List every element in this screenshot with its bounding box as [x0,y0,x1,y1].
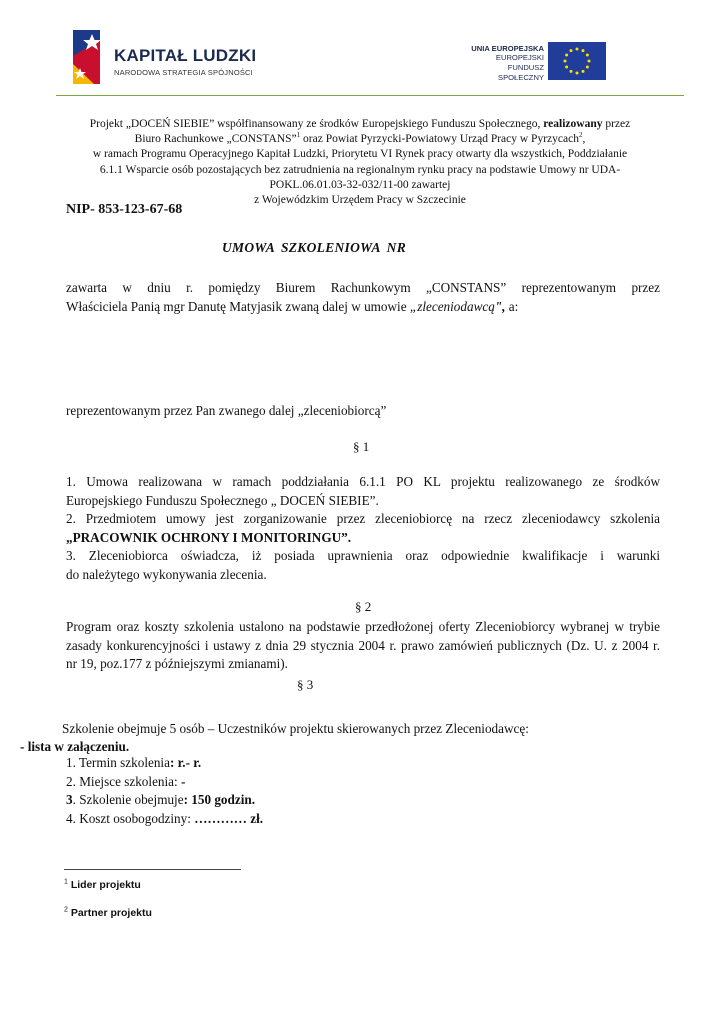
eu-star-icon [582,70,585,73]
kapital-ludzki-subtitle: NARODOWA STRATEGIA SPÓJNOŚCI [114,68,253,77]
section-1-heading: § 1 [353,439,370,454]
intro-line: 6.1.1 Wsparcie osób pozostających bez zatrudnienia na regionalnym rynku pracy na podstawie Umowy nr UDA- [99,163,621,176]
parties-text: a: [505,298,519,314]
footnote-number: 1 [64,878,68,886]
kapital-ludzki-emblem-icon [70,26,104,88]
eu-flag-icon [548,42,606,80]
list-item [66,810,263,829]
section-2-line: nr 19, poz.177 z późniejszymi zmianami). [66,656,288,672]
list-item-value: : r.- r. [169,755,202,770]
eu-logo-text [460,44,544,83]
section-1-line: Europejskiego Funduszu Społecznego „ DOCEŃ SIEBIE”. [66,492,379,508]
intro-text: , [582,133,586,146]
contract-parties [66,279,660,316]
project-intro [60,117,660,208]
section-2-body [66,618,660,674]
eu-star-icon [576,72,579,75]
footnote-divider [64,869,241,870]
intro-text: Biuro Rachunkowe „CONSTANS” [134,133,297,146]
eu-logo [460,42,610,82]
intro-line [60,132,660,147]
list-item-label: 2. Miejsce szkolenia: [66,773,181,789]
intro-line: z Wojewódzkim Urzędem Pracy w Szczecinie [254,194,466,207]
parties-text: Właściciela Panią mgr Danutę Matyjasik zwaną dalej w umowie [66,298,410,314]
section-2-line: Program oraz koszty szkolenia ustalono na podstawie przedłożonej oferty Zleceniobiorcy wybranej w trybie [66,619,660,634]
kapital-ludzki-title: KAPITAŁ LUDZKI [114,46,257,65]
list-item-label: 4. Koszt osobogodziny: [66,810,195,826]
list-item [66,754,263,773]
kapital-ludzki-logo [70,26,260,88]
eu-star-icon [586,66,589,69]
eu-star-icon [564,60,567,63]
eu-star-icon [565,66,568,69]
footnote-ref: 1 [296,131,301,140]
list-item-label: . Szkolenie obejmuje [72,792,184,808]
eu-line2: EUROPEJSKI [495,53,544,62]
eu-star-icon [582,49,585,52]
list-item-value: : 150 godzin. [183,792,255,808]
section-3-list [66,754,263,828]
intro-line: w ramach Programu Operacyjnego Kapitał Ludzki, Priorytetu VI Rynek pracy otwarty dla wszystkich, Poddziałanie [92,148,628,161]
list-item-label: 1. Termin szkolenia [66,755,170,770]
intro-bold-realizowany: realizowany [543,118,603,130]
eu-star-icon [588,60,591,63]
intro-line [60,117,660,132]
list-item [66,791,263,810]
list-item-number: 3 [66,792,73,808]
nip-number: NIP- 853-123-67-68 [66,202,183,217]
parties-italic: „zleceniodawcą [409,298,495,314]
list-item [66,773,263,792]
list-item-value: - [181,773,186,789]
intro-line: POKL.06.01.03-32-032/11-00 zawartej [269,178,451,191]
footnote-ref: 2 [578,131,583,140]
intro-text: oraz Powiat Pyrzycki-Powiatowy Urząd Pracy w Pyrzycach [300,133,579,146]
footnote-2 [64,907,152,919]
section-2-heading: § 2 [355,599,372,614]
section-2-line: zasady konkurencyjności i ustawy z dnia 29 stycznia 2004 r. prawo zamówień publicznych (Dz. U. z 2004 r. [66,637,660,653]
eu-star-icon [565,54,568,57]
section-1-line: 3. Zleceniobiorca oświadcza, iż posiada uprawnienia oraz odpowiednie kwalifikacje i warunki [66,548,660,564]
header-divider [56,95,684,96]
parties-line: zawarta w dniu r. pomiędzy Biurem Rachunkowym „CONSTANS” reprezentowanym przez [66,280,660,295]
section-3-heading: § 3 [297,677,314,692]
section-3-intro: Szkolenie obejmuje 5 osób – Uczestników projektu skierowanych przez Zleceniodawcę: [62,721,529,736]
parties-line [66,298,660,317]
eu-star-icon [570,49,573,52]
eu-line3: FUNDUSZ SPOŁECZNY [498,63,544,82]
footnote-text: Lider projektu [67,879,141,891]
footnote-text: Partner projektu [67,907,152,919]
eu-star-icon [570,70,573,73]
section-1-line: „PRACOWNIK OCHRONY I MONITORINGU”. [66,529,352,545]
eu-star-icon [586,54,589,57]
section-1-body [66,473,660,585]
section-1-line: 1. Umowa realizowana w ramach poddziałania 6.1.1 PO KL projektu realizowanego ze środków [66,474,660,489]
footnote-number: 2 [64,906,68,914]
section-3-list-note: - lista w załączeniu. [20,739,130,754]
intro-text: Projekt „DOCEŃ SIEBIE” współfinansowany ze środków Europejskiego Funduszu Społecznego, [89,118,544,130]
represented-by: reprezentowanym przez Pan zwanego dalej „zleceniobiorcą” [66,403,387,418]
section-1-line: do należytego wykonywania zlecenia. [66,566,267,582]
parties-quote: ", [494,298,506,314]
intro-text: przez [602,118,631,130]
footnote-1 [64,879,141,891]
section-1-line: 2. Przedmiotem umowy jest zorganizowanie przez zleceniobiorcę na rzecz zleceniodawcy szkolenia [66,511,660,527]
document-title: UMOWA SZKOLENIOWA NR [222,240,407,255]
list-item-value: ………… zł. [194,810,264,826]
eu-line1: UNIA EUROPEJSKA [471,44,544,53]
eu-star-icon [576,48,579,51]
